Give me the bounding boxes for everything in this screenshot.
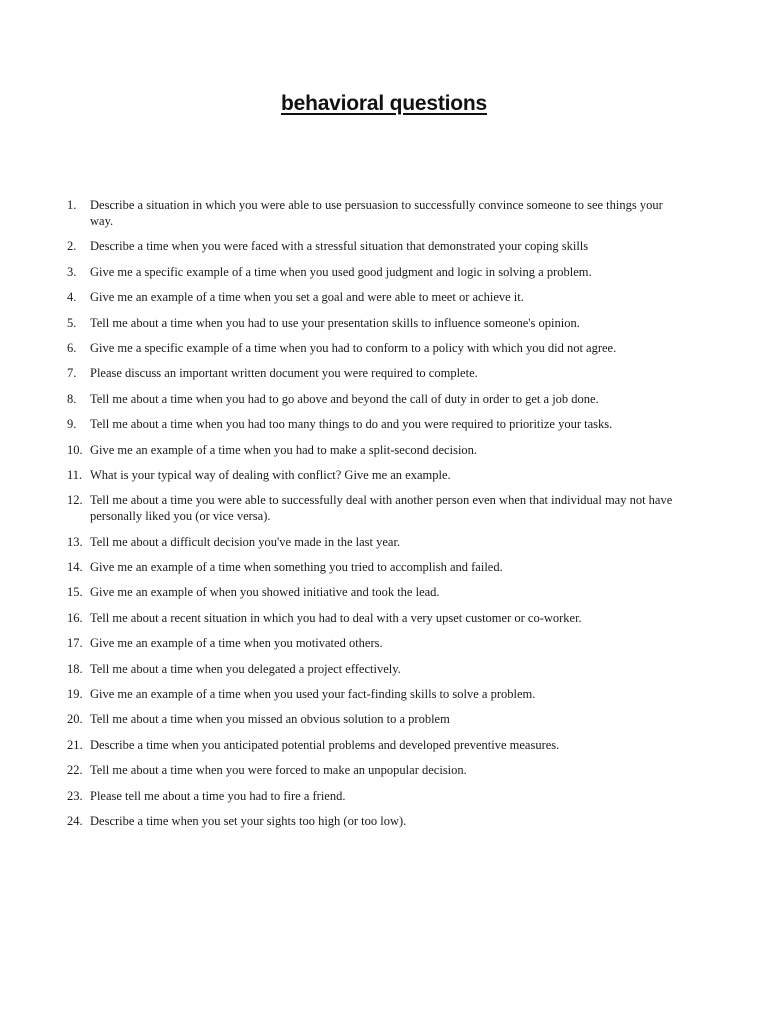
question-item — [0, 737, 768, 753]
question-item — [0, 813, 768, 829]
question-item — [0, 686, 768, 702]
question-number: 22. — [67, 763, 83, 778]
question-text: Please discuss an important written document you were required to complete. — [90, 366, 478, 381]
question-number: 1. — [67, 198, 77, 212]
question-number: 10. — [67, 442, 83, 457]
question-item — [0, 584, 768, 600]
question-text: Give me an example of a time when you had to make a split-second decision. — [90, 442, 478, 457]
question-item — [0, 416, 768, 432]
question-list — [0, 197, 768, 838]
question-text: Tell me about a time when you had to go above and beyond the call of duty in order to get a job done. — [90, 391, 599, 406]
question-number: 20. — [67, 712, 83, 727]
question-number: 13. — [67, 534, 83, 549]
question-item — [0, 289, 768, 305]
question-number: 6. — [67, 340, 77, 355]
question-number: 18. — [67, 661, 83, 676]
question-text: Give me an example of when you showed initiative and took the lead. — [90, 585, 440, 600]
question-text: Tell me about a time when you missed an obvious solution to a problem — [90, 712, 450, 727]
question-text: Give me a specific example of a time when you used good judgment and logic in solving a problem. — [90, 264, 592, 279]
question-item — [0, 534, 768, 550]
question-text: Tell me about a time when you delegated a project effectively. — [90, 661, 401, 676]
question-item — [0, 442, 768, 458]
question-text: Describe a time when you anticipated potential problems and developed preventive measures. — [90, 737, 560, 752]
question-item — [0, 365, 768, 381]
question-text: Describe a time when you set your sights too high (or too low). — [90, 813, 407, 828]
question-number: 7. — [67, 366, 77, 381]
question-item — [0, 238, 768, 254]
question-number: 23. — [67, 788, 83, 803]
question-number: 17. — [67, 636, 83, 651]
question-number: 19. — [67, 687, 83, 702]
question-item — [0, 661, 768, 677]
question-number: 4. — [67, 290, 77, 305]
question-item — [0, 635, 768, 651]
question-number: 5. — [67, 315, 77, 330]
question-number: 11. — [67, 467, 83, 482]
question-item — [0, 197, 768, 229]
question-number: 24. — [67, 813, 83, 828]
question-item — [0, 610, 768, 626]
question-item — [0, 492, 768, 524]
question-number: 21. — [67, 737, 83, 752]
question-number: 3. — [67, 264, 77, 279]
question-number: 8. — [67, 391, 77, 406]
question-number: 2. — [67, 239, 77, 254]
question-text: Give me a specific example of a time when you had to conform to a policy with which you did not agree. — [90, 340, 617, 355]
question-text: Describe a situation in which you were able to use persuasion to successfully convince someone to see things your way. — [90, 198, 663, 228]
question-item — [0, 788, 768, 804]
question-text: Tell me about a time when you had to use your presentation skills to influence someone's opinion. — [90, 315, 580, 330]
question-text: Tell me about a time when you were forced to make an unpopular decision. — [90, 763, 467, 778]
question-number: 9. — [67, 417, 77, 432]
question-text: Tell me about a time you were able to successfully deal with another person even when that individual may not have personally liked you (or vice versa). — [90, 493, 673, 524]
question-item — [0, 391, 768, 407]
question-item — [0, 264, 768, 280]
question-item — [0, 467, 768, 483]
question-text: Give me an example of a time when something you tried to accomplish and failed. — [90, 560, 503, 575]
question-text: Give me an example of a time when you used your fact-finding skills to solve a problem. — [90, 687, 536, 702]
page-title: behavioral questions — [280, 92, 488, 115]
question-text: Tell me about a difficult decision you've made in the last year. — [90, 534, 401, 549]
question-item — [0, 315, 768, 331]
question-text: Give me an example of a time when you set a goal and were able to meet or achieve it. — [90, 290, 524, 305]
question-text: Tell me about a recent situation in which you had to deal with a very upset customer or co-worker. — [90, 610, 582, 625]
question-text: Please tell me about a time you had to fire a friend. — [90, 788, 346, 803]
question-item — [0, 711, 768, 727]
question-text: Give me an example of a time when you motivated others. — [90, 636, 383, 651]
question-text: Describe a time when you were faced with a stressful situation that demonstrated your coping skills — [90, 239, 589, 254]
question-item — [0, 559, 768, 575]
question-number: 15. — [67, 585, 83, 600]
question-number: 16. — [67, 610, 83, 625]
question-number: 12. — [67, 493, 83, 508]
question-text: What is your typical way of dealing with conflict? Give me an example. — [90, 467, 451, 482]
question-item — [0, 762, 768, 778]
question-text: Tell me about a time when you had too many things to do and you were required to prioritize your tasks. — [90, 417, 613, 432]
question-number: 14. — [67, 560, 83, 575]
question-item — [0, 340, 768, 356]
